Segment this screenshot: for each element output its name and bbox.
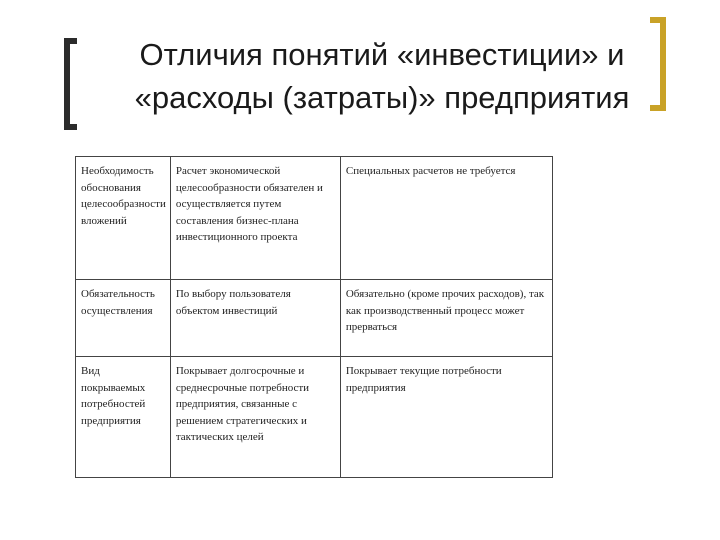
expenses-text: Покрывает текущие потребности предприятия [345,365,502,394]
investments-text: Покрывает долгосрочные и среднесрочные потребности предприятия, связанные с решением стратегических и тактических целей [175,365,310,443]
criterion-text: Обязательность осуществления [81,288,155,317]
investments-cell [170,357,340,478]
comparison-table [75,156,553,478]
expenses-cell [340,157,552,280]
investments-cell [170,157,340,280]
expenses-text: Обязательно (кроме прочих расходов), так как производственный процесс может прерваться [345,288,545,333]
expenses-cell [340,357,552,478]
expenses-text: Специальных расчетов не требуется [345,165,516,177]
criterion-cell [76,157,171,280]
slide-title [92,33,672,119]
criterion-cell [76,280,171,357]
expenses-cell [340,280,552,357]
slide-title-line-1: Отличия понятий «инвестиции» и [139,37,625,72]
investments-text: Расчет экономической целесообразности обязателен и осуществляется путем составления бизнес-плана инвестиционного проекта [175,165,323,243]
table-row [76,357,553,478]
criterion-text: Необходимость обоснования целесообразности вложений [81,165,166,227]
investments-text: По выбору пользователя объектом инвестиций [175,288,291,317]
table-row [76,280,553,357]
criterion-cell [76,357,171,478]
left-bracket-decoration [64,38,77,130]
table-row [76,157,553,280]
investments-cell [170,280,340,357]
slide-title-line-2: «расходы (затраты)» предприятия [134,80,630,115]
criterion-text: Вид покрываемых потребностей предприятия [81,365,146,427]
